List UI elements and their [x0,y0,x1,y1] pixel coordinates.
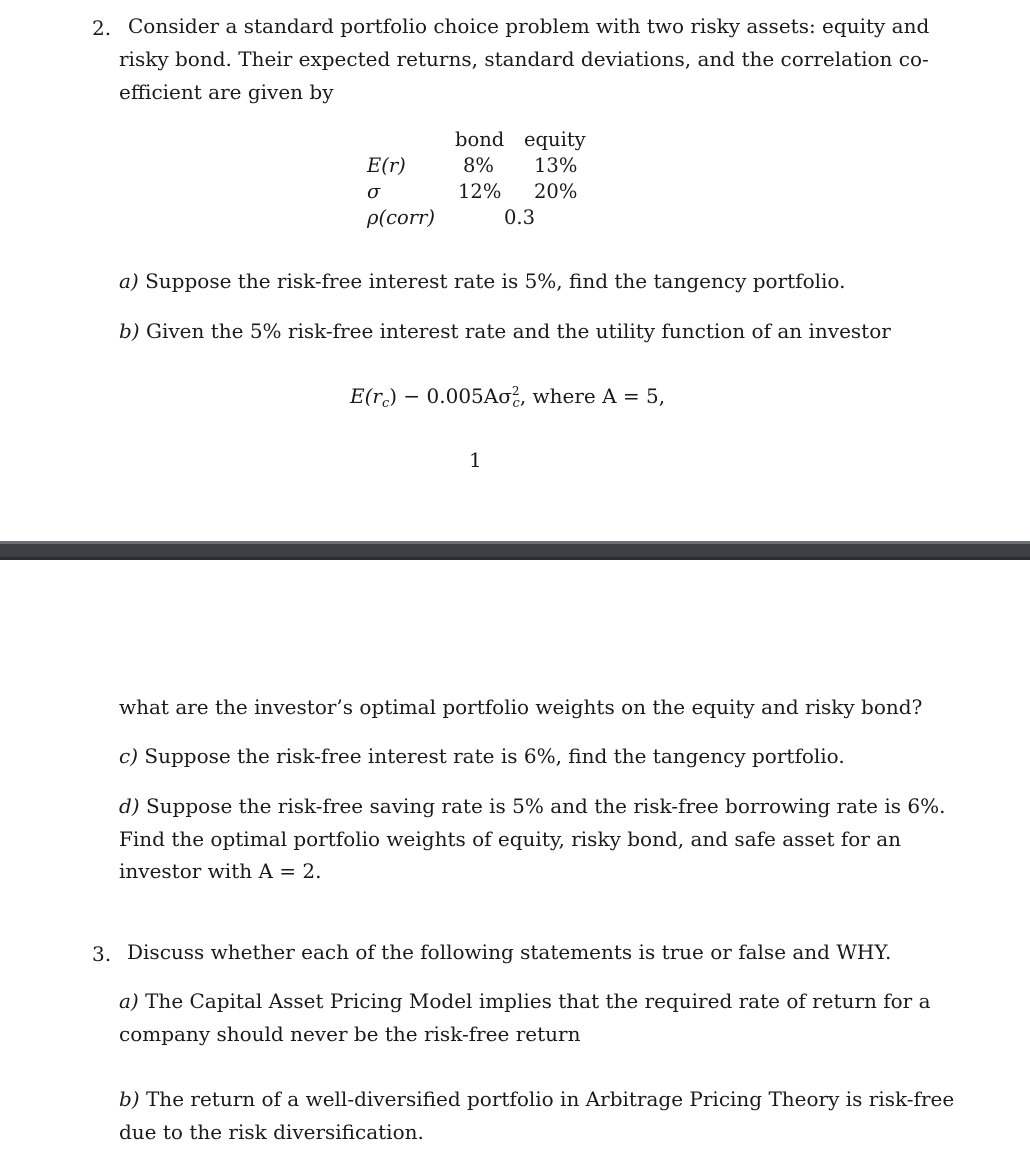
table-cell-equity-sigma: 20% [534,180,578,203]
q3-part-b-line-2: due to the risk diversification. [119,1120,424,1144]
equation-lhs-subscript: c [381,396,390,411]
table-cell-bond-expected-return: 8% [463,154,494,177]
question-2-intro-line-2: risky bond. Their expected returns, standard deviations, and the correlation co- [119,47,929,71]
page-number: 1 [469,448,482,472]
question-2-intro-line-3: efficient are given by [119,80,334,104]
table-cell-bond-sigma: 12% [458,180,502,203]
question-2-intro-line-1: Consider a standard portfolio choice problem with two risky assets: equity and [128,14,930,38]
q3-part-b-line-1 [119,1083,955,1116]
equation-subscript: c [512,396,520,411]
part-d-label: d) [119,794,140,818]
table-row-label-expected-return: E(r) [367,154,406,177]
table-row-label-sigma: σ [367,180,381,203]
part-d-line-1-text: Suppose the risk-free saving rate is 5% and the risk-free borrowing rate is 6%. [145,794,946,818]
utility-equation [350,375,665,420]
table-cell-correlation: 0.3 [504,206,536,229]
q3-part-b-label: b) [119,1087,140,1111]
question-3-intro: Discuss whether each of the following statements is true or false and WHY. [127,940,892,964]
part-b-text: Given the 5% risk-free interest rate and the utility function of an investor [145,319,891,343]
question-3-number: 3. [92,942,112,966]
part-d-line-3: investor with A = 2. [119,859,322,883]
part-a-label: a) [119,269,139,293]
part-a-text: Suppose the risk-free interest rate is 5%, find the tangency portfolio. [145,269,846,293]
page-separator [0,541,1030,560]
part-c-text: Suppose the risk-free interest rate is 6%, find the tangency portfolio. [144,744,845,768]
question-2-part-b-continued: what are the investor’s optimal portfolio weights on the equity and risky bond? [119,695,923,719]
q3-part-a-line-1 [119,985,931,1018]
part-d-line-2: Find the optimal portfolio weights of equity, risky bond, and safe asset for an [119,827,902,851]
table-header-equity: equity [524,128,586,151]
equation-lhs: E(r [350,384,382,408]
question-2-part-c [119,740,845,773]
table-cell-equity-expected-return: 13% [534,154,578,177]
rho-label: ρ(corr) [367,206,435,229]
part-d-line-1 [119,790,946,823]
part-c-label: c) [119,744,139,768]
equation-rest: , where A = 5, [519,384,666,408]
question-2-number: 2. [92,16,112,40]
question-2-part-b [119,315,891,348]
table-header-bond: bond [455,128,505,151]
q3-part-a-label: a) [119,989,139,1013]
q3-part-b-line-1-text: The return of a well-diversified portfolio in Arbitrage Pricing Theory is risk-free [145,1087,955,1111]
table-row-label-correlation [367,205,435,231]
equation-superscript: 2 [511,384,520,398]
question-2-part-a [119,265,845,298]
q3-part-a-line-2: company should never be the risk-free return [119,1022,581,1046]
equation-middle: ) − 0.005Aσ [389,384,512,408]
part-b-label: b) [119,319,140,343]
q3-part-a-line-1-text: The Capital Asset Pricing Model implies that the required rate of return for a [145,989,931,1013]
